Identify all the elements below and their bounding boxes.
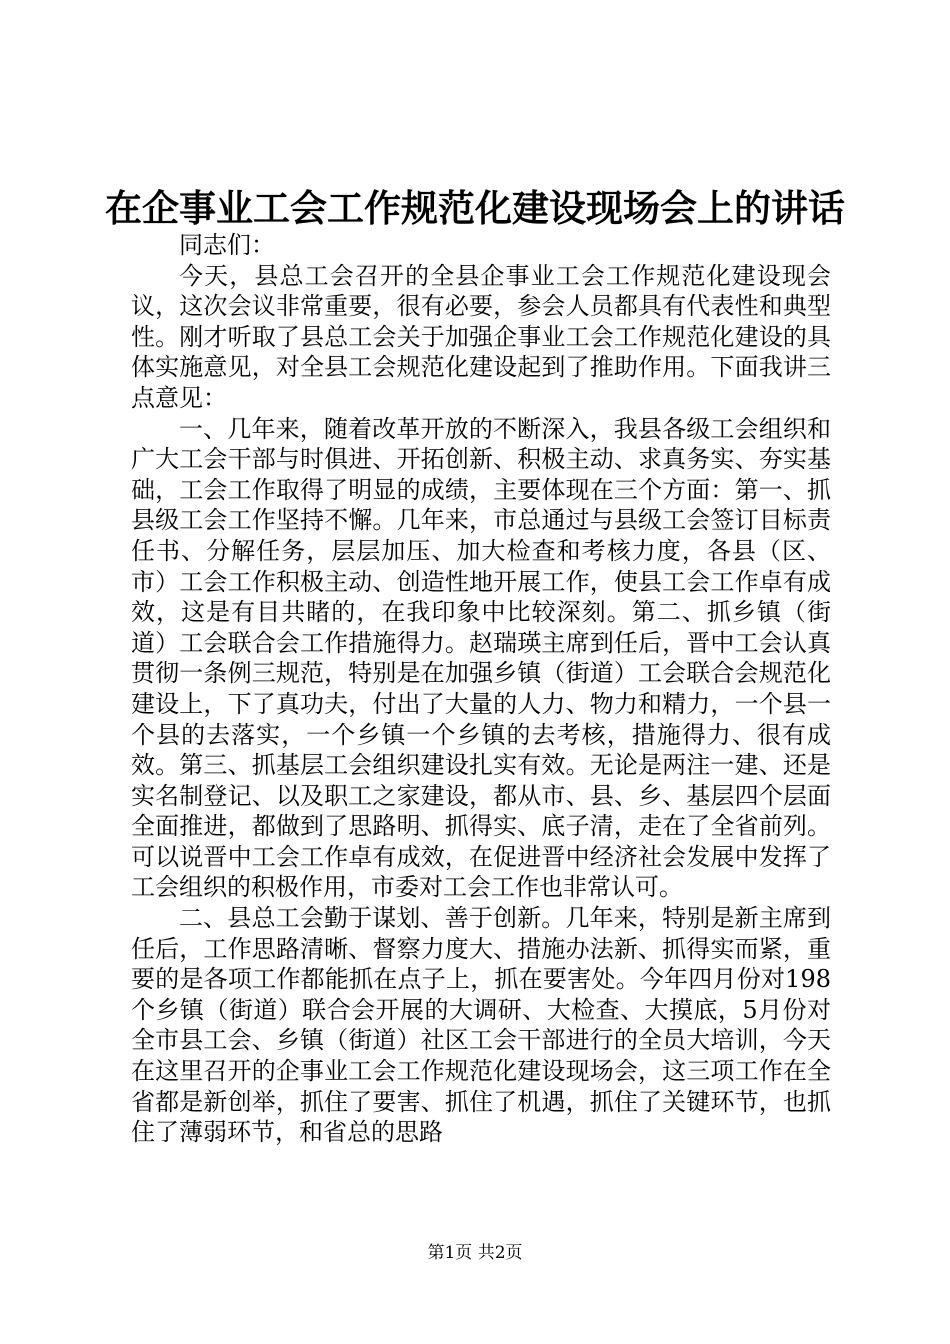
salutation: 同志们：: [179, 231, 275, 259]
paragraph: 一、几年来，随着改革开放的不断深入，我县各级工会组织和广大工会干部与时俱进、开拓创新、积极主动、求真务实、夯实基础，工会工作取得了明显的成绩，主要体现在三个方面：第一、抓县级工会工作坚持不懈。几年来，市总通过与县级工会签订目标责任书、分解任务，层层加压、加大检查和考核力度，各县（区、市）工会工作积极主动、创造性地开展工作，使县工会工作卓有成效，这是有目共睹的，在我印象中比较深刻。第二、抓乡镇（街道）工会联合会工作措施得力。赵瑞瑛主席到任后，晋中工会认真贯彻一条例三规范，特别是在加强乡镇（街道）工会联合会规范化建设上，下了真功夫，付出了大量的人力、物力和精力，一个县一个县的去落实，一个乡镇一个乡镇的去考核，措施得力、很有成效。第三、抓基层工会组织建设扎实有效。无论是两注一建、还是实名制登记、以及职工之家建设，都从市、县、乡、基层四个层面全面推进，都做到了思路明、抓得实、底子清，走在了全省前列。可以说晋中工会工作卓有成效，在促进晋中经济社会发展中发挥了工会组织的积极作用，市委对工会工作也非常认可。: [131, 414, 831, 902]
paragraph: 二、县总工会勤于谋划、善于创新。几年来，特别是新主席到任后，工作思路清晰、督察力度大、措施办法新、抓得实而紧，重要的是各项工作都能抓在点子上，抓在要害处。今年四月份对198个乡镇（街道）联合会开展的大调研、大检查、大摸底，5月份对全市县工会、乡镇（街道）社区工会干部进行的全员大培训，今天在这里召开的企事业工会工作规范化建设现场会，这三项工作在全省都是新创举，抓住了要害、抓住了机遇，抓住了关键环节，也抓住了薄弱环节，和省总的思路: [131, 904, 831, 1147]
document-title: 在企事业工会工作规范化建设现场会上的讲话: [105, 186, 845, 230]
paragraph: 今天，县总工会召开的全县企事业工会工作规范化建设现会议，这次会议非常重要，很有必要，参会人员都具有代表性和典型性。刚才听取了县总工会关于加强企事业工会工作规范化建设的具体实施意见，对全县工会规范化建设起到了推助作用。下面我讲三点意见：: [131, 261, 831, 412]
page-number-footer: 第1页 共2页: [427, 1243, 523, 1263]
document-body: [131, 230, 831, 1148]
